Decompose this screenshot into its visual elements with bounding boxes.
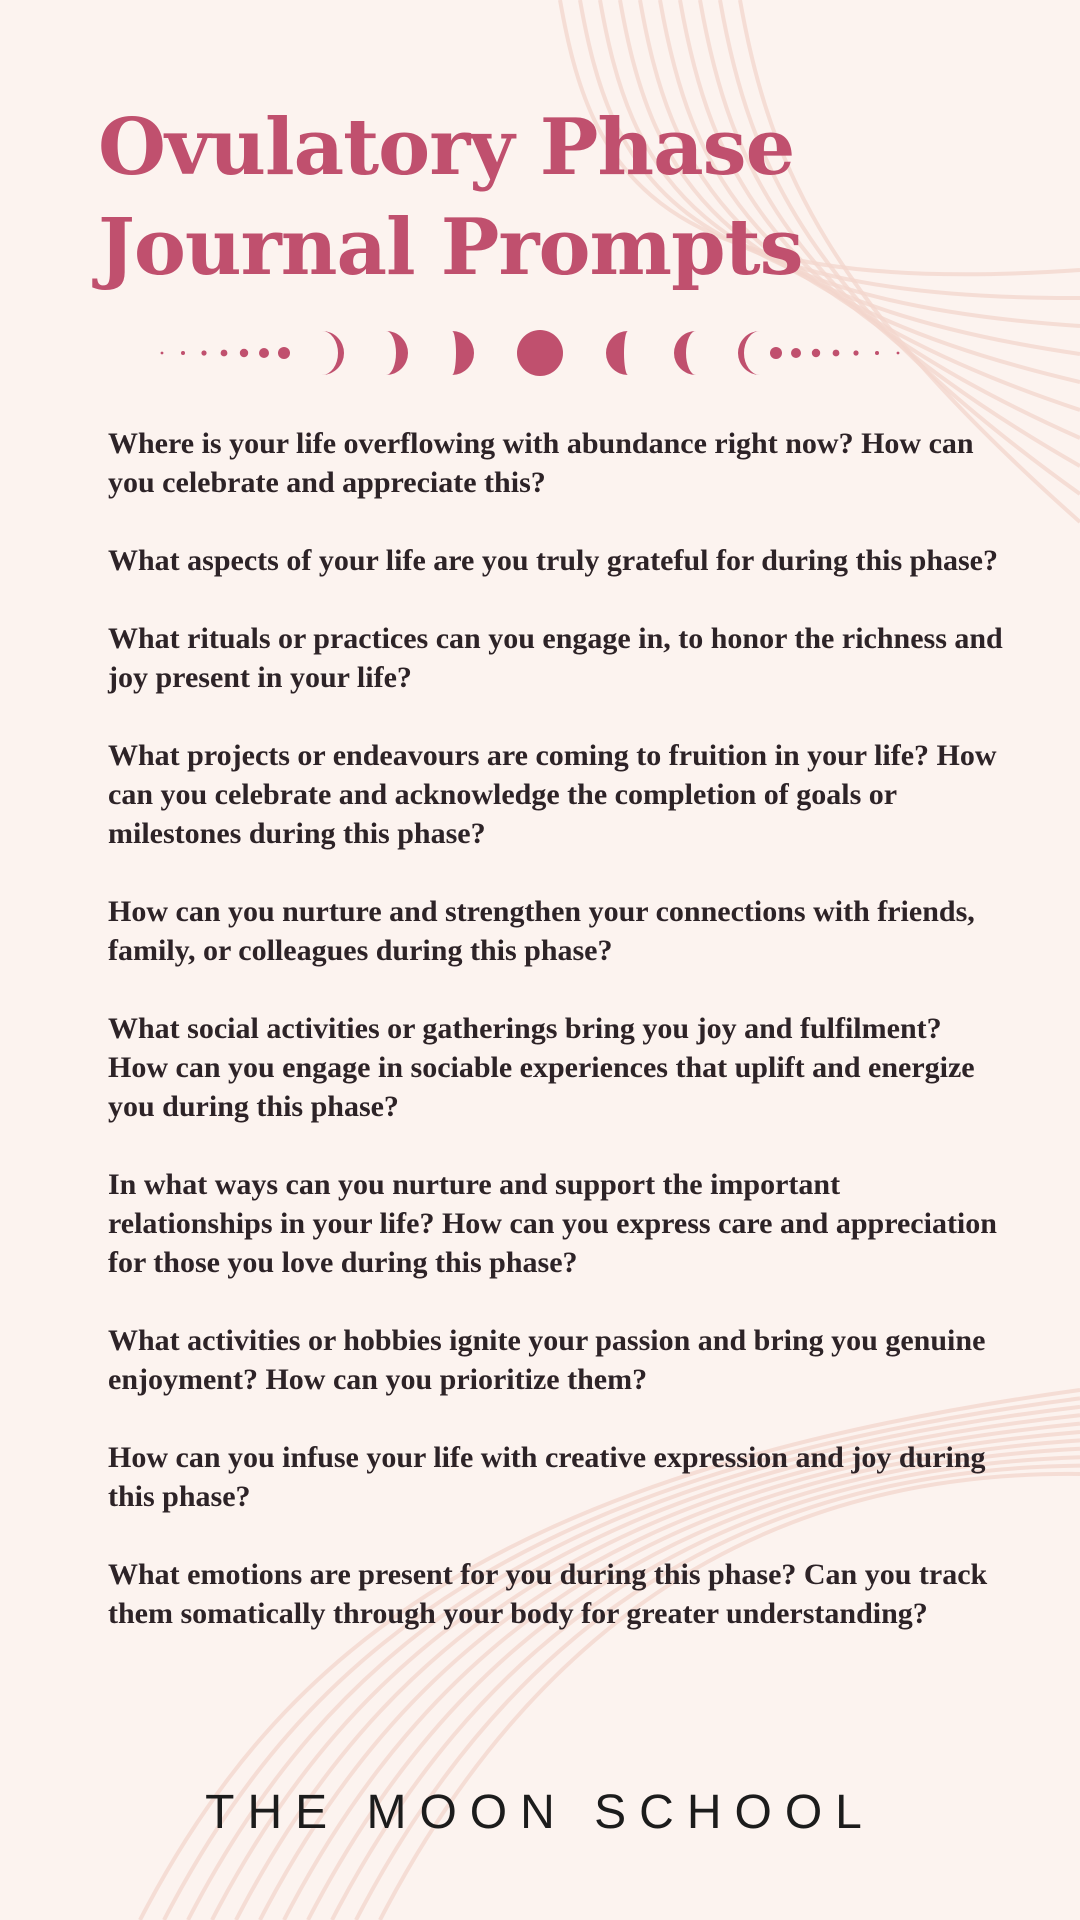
brand-footer: THE MOON SCHOOL: [205, 1786, 875, 1839]
prompt-item: What social activities or gatherings bring you joy and fulfilment? How can you engage in sociable experiences that uplift and energize you during this phase?: [108, 1012, 975, 1123]
title-line-2: Journal Prompts: [98, 202, 803, 293]
prompt-item: How can you nurture and strengthen your connections with friends, family, or colleagues during this phase?: [108, 895, 975, 967]
prompt-item: Where is your life overflowing with abundance right now? How can you celebrate and appreciate this?: [108, 427, 974, 499]
full-moon-icon: [517, 330, 563, 376]
prompt-item: What aspects of your life are you truly grateful for during this phase?: [108, 544, 998, 577]
page-title: [98, 98, 803, 298]
first-quarter-icon: [386, 331, 408, 375]
prompt-item: How can you infuse your life with creative expression and joy during this phase?: [108, 1441, 986, 1513]
waxing-crescent-icon: [322, 331, 344, 375]
prompt-item: What activities or hobbies ignite your passion and bring you genuine enjoyment? How can you prioritize them?: [108, 1324, 986, 1396]
prompt-item: What projects or endeavours are coming to fruition in your life? How can you celebrate and acknowledge the completion of goals or milestones during this phase?: [108, 739, 997, 850]
last-quarter-icon: [674, 331, 696, 375]
right-dots: [770, 347, 899, 359]
moon-phases-row: [150, 320, 930, 380]
waning-gibbous-icon: [606, 331, 628, 375]
prompt-item: What emotions are present for you during this phase? Can you track them somatically through your body for greater understanding?: [108, 1558, 988, 1630]
prompt-list: [108, 424, 1008, 1672]
prompt-item: What rituals or practices can you engage in, to honor the richness and joy present in your life?: [108, 622, 1003, 694]
left-dots: [161, 347, 290, 359]
title-line-1: Ovulatory Phase: [98, 102, 795, 193]
prompt-item: In what ways can you nurture and support the important relationships in your life? How can you express care and appreciation for those you love during this phase?: [108, 1168, 997, 1279]
waning-crescent-icon: [738, 331, 760, 375]
waxing-gibbous-icon: [452, 331, 474, 375]
